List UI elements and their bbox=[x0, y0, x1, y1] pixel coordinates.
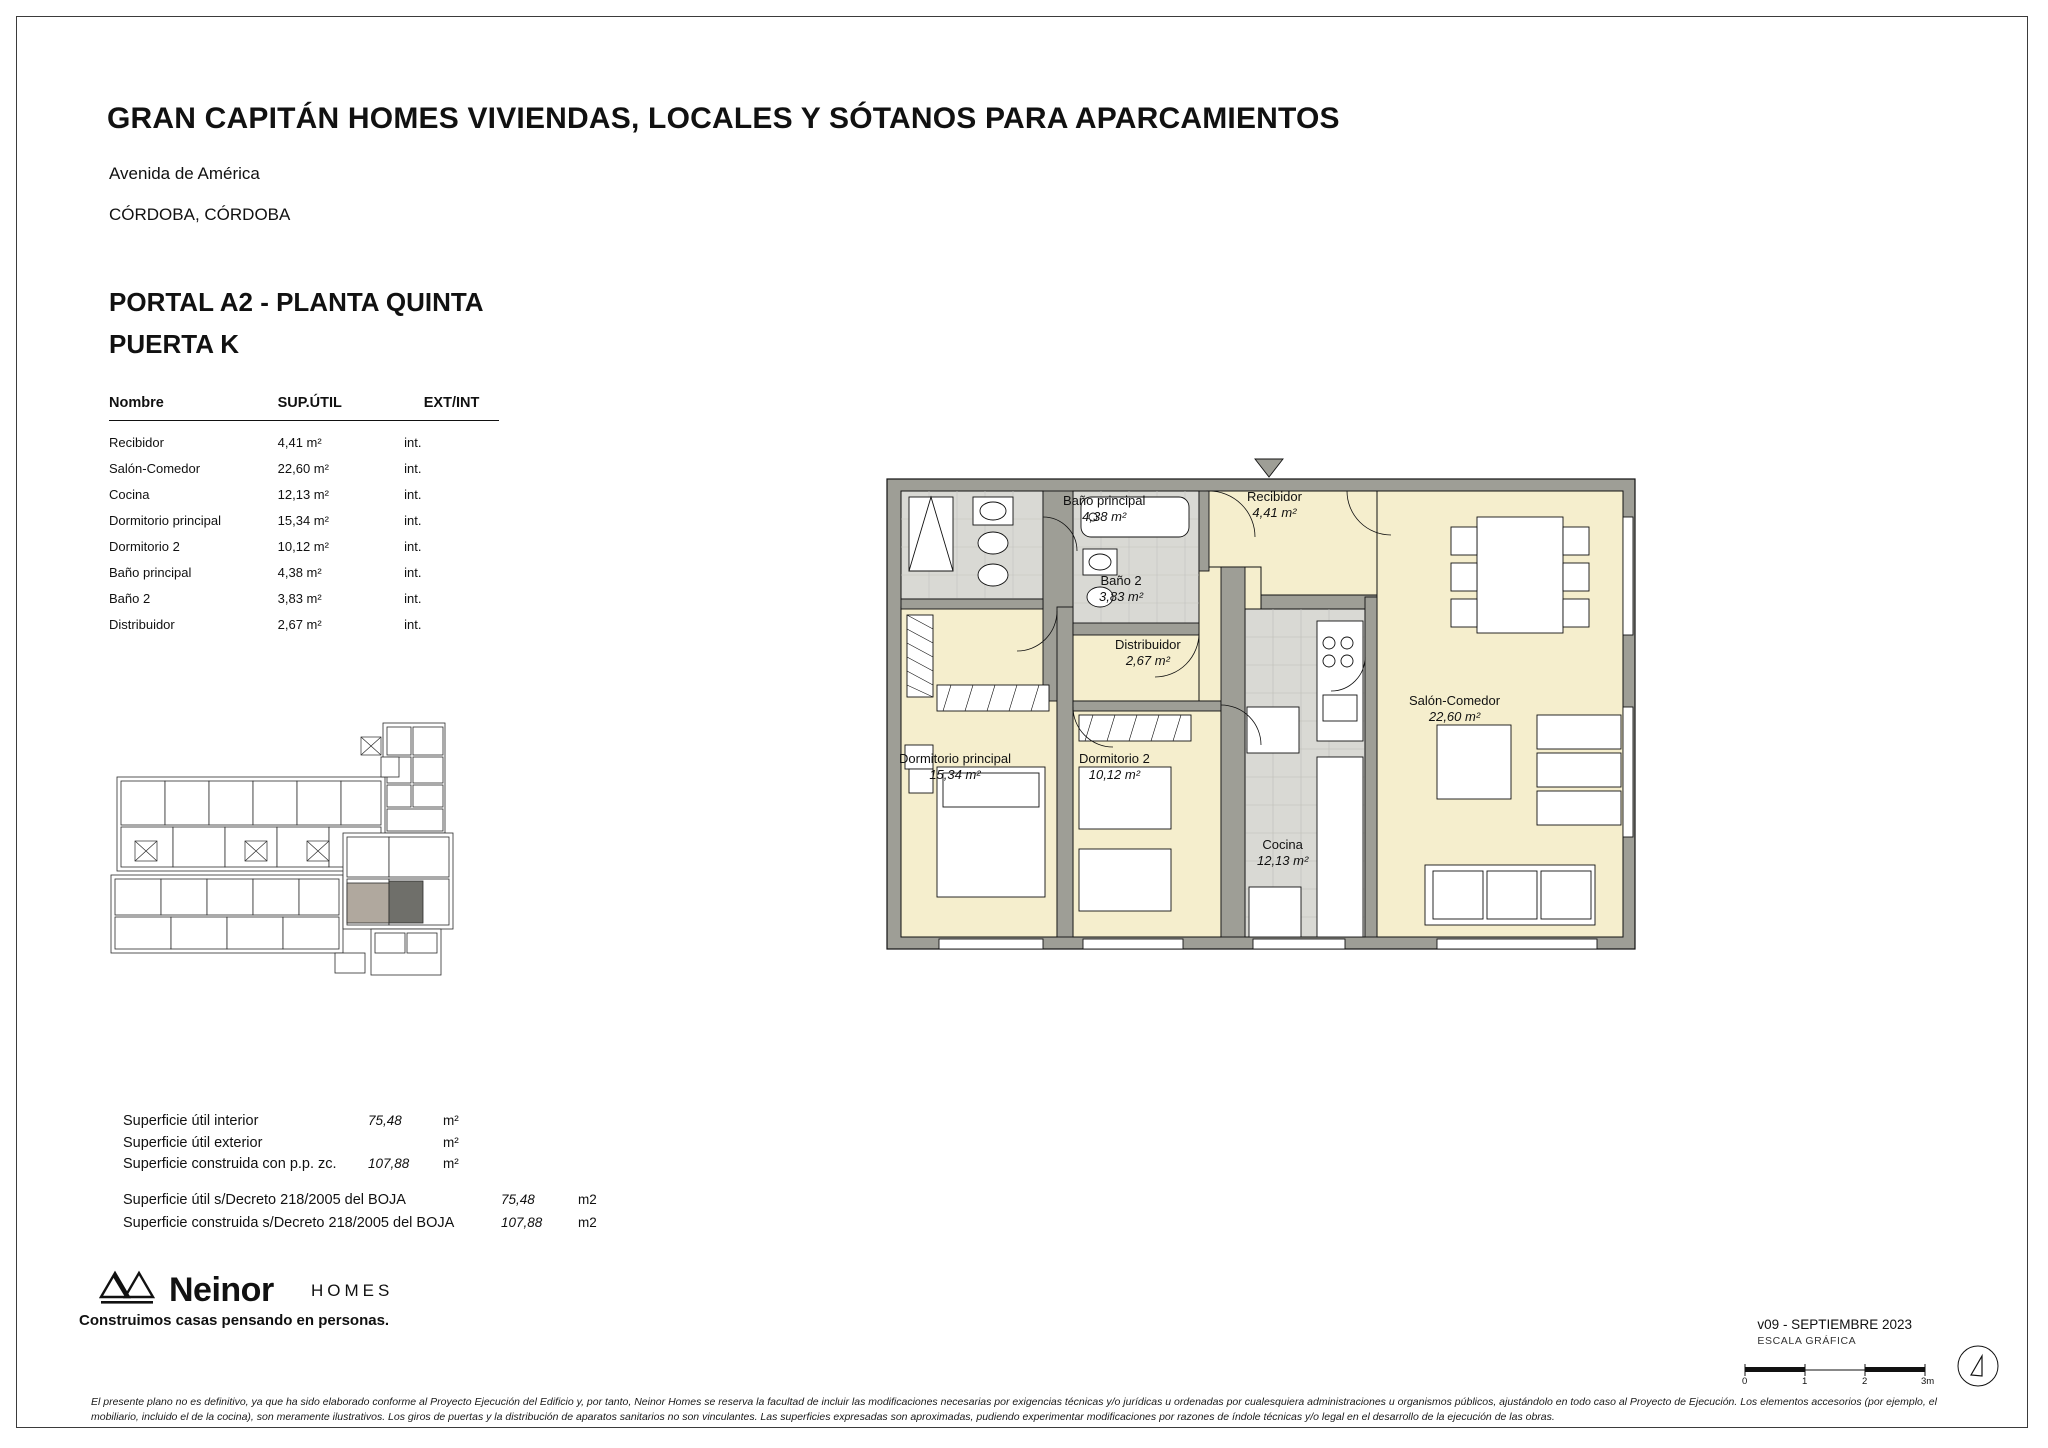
total-unit: m² bbox=[443, 1134, 459, 1150]
plan-label-dormitorio-2: Dormitorio 2 10,12 m² bbox=[1079, 751, 1150, 783]
room-name: Baño 2 bbox=[109, 591, 151, 606]
scale-tick-0: 0 bbox=[1742, 1376, 1748, 1387]
total-unit: m2 bbox=[578, 1192, 597, 1207]
neinor-mark-icon bbox=[99, 1267, 157, 1316]
total-label: Superficie útil interior bbox=[123, 1113, 259, 1129]
room-extint: int. bbox=[404, 461, 422, 476]
portal-label: PORTAL A2 - PLANTA QUINTA bbox=[109, 287, 484, 317]
project-address: Avenida de América bbox=[109, 164, 260, 183]
plan-label-cocina: Cocina 12,13 m² bbox=[1257, 837, 1309, 869]
total-unit: m² bbox=[443, 1113, 459, 1128]
total-value: 75,48 bbox=[501, 1192, 535, 1207]
room-area: 3,83 m² bbox=[277, 591, 322, 606]
scale-caption: ESCALA GRÁFICA bbox=[1757, 1335, 1857, 1347]
table-row bbox=[109, 482, 499, 508]
room-area: 15,34 m² bbox=[277, 513, 329, 528]
room-name: Dormitorio 2 bbox=[109, 539, 180, 554]
brand-name: Neinor bbox=[169, 1271, 274, 1309]
plan-label-recibidor: Recibidor 4,41 m² bbox=[1247, 489, 1302, 521]
table-row bbox=[109, 612, 499, 638]
project-city: CÓRDOBA, CÓRDOBA bbox=[109, 205, 291, 224]
page-title: GRAN CAPITÁN HOMES VIVIENDAS, LOCALES Y SÓTANOS PARA APARCAMIENTOS bbox=[107, 102, 1340, 135]
room-name: Dormitorio principal bbox=[109, 513, 221, 528]
column-header-nombre: Nombre bbox=[109, 395, 164, 411]
total-value: 107,88 bbox=[501, 1215, 543, 1230]
room-name: Salón-Comedor bbox=[109, 461, 201, 476]
graphic-scale bbox=[1739, 1360, 1939, 1387]
plan-label-dormitorio-principal: Dormitorio principal 15,34 m² bbox=[899, 751, 1011, 783]
scale-tick-1: 1 bbox=[1802, 1376, 1808, 1387]
table-row bbox=[109, 508, 499, 534]
total-label: Superficie útil s/Decreto 218/2005 del BOJA bbox=[123, 1192, 406, 1208]
room-area: 4,38 m² bbox=[277, 565, 322, 580]
room-extint: int. bbox=[404, 435, 422, 450]
legal-disclaimer: El presente plano no es definitivo, ya que ha sido elaborado conforme al Proyecto Ejecución del Edificio y, por tanto, Neinor Homes se reserva la facultad de incluir las modificaciones necesarias por exigencias técnicas y/o jurídicas u ordenadas por cualesquiera administraciones u organismos públicos, ajustándolo en todo caso al Proyecto de Ejecución. Los elementos accesorios (por ejemplo, el mobiliario, incluido el de la cocina), son meramente ilustrativos. Los giros de puertas y la distribución de aparatos sanitarios no son vinculantes. Las superficies expresadas son aproximadas, pudiendo experimentar modificaciones por razones de índole técnicas y/o legal en el desarrollo de la ejecución de las obras. bbox=[91, 1396, 1937, 1424]
total-label: Superficie construida con p.p. zc. bbox=[123, 1156, 337, 1172]
room-name: Baño principal bbox=[109, 565, 192, 580]
total-unit: m² bbox=[443, 1156, 459, 1171]
room-name: Cocina bbox=[109, 487, 150, 502]
room-area: 4,41 m² bbox=[277, 435, 322, 450]
room-area: 22,60 m² bbox=[277, 461, 329, 476]
room-extint: int. bbox=[404, 513, 422, 528]
room-extint: int. bbox=[404, 617, 422, 632]
brand-homes: HOMES bbox=[311, 1281, 394, 1300]
table-row bbox=[109, 421, 499, 456]
total-value: 107,88 bbox=[368, 1156, 410, 1171]
table-row bbox=[109, 560, 499, 586]
highlighted-unit bbox=[347, 881, 423, 923]
total-label: Superficie construida s/Decreto 218/2005 del BOJA bbox=[123, 1215, 455, 1231]
floor-plan bbox=[877, 457, 1877, 1077]
version-label: v09 - SEPTIEMBRE 2023 bbox=[1757, 1317, 1912, 1332]
brand-slogan: Construimos casas pensando en personas. bbox=[79, 1312, 390, 1329]
room-areas-table bbox=[109, 395, 499, 638]
table-row bbox=[109, 586, 499, 612]
scale-tick-2: 2 bbox=[1862, 1376, 1868, 1387]
north-arrow-icon bbox=[1951, 1339, 2005, 1398]
version-block bbox=[1757, 1317, 1912, 1347]
room-name: Recibidor bbox=[109, 435, 164, 450]
plan-sheet bbox=[16, 16, 2028, 1428]
room-name: Distribuidor bbox=[109, 617, 175, 632]
scale-tick-3: 3m bbox=[1921, 1376, 1935, 1387]
table-row bbox=[109, 456, 499, 482]
plan-label-salon-comedor: Salón-Comedor 22,60 m² bbox=[1409, 693, 1501, 725]
room-extint: int. bbox=[404, 487, 422, 502]
room-area: 2,67 m² bbox=[277, 617, 322, 632]
room-area: 10,12 m² bbox=[277, 539, 329, 554]
room-area: 12,13 m² bbox=[277, 487, 329, 502]
table-row bbox=[109, 534, 499, 560]
column-header-suputil: SUP.ÚTIL bbox=[277, 395, 342, 411]
room-extint: int. bbox=[404, 565, 422, 580]
column-header-extint: EXT/INT bbox=[423, 395, 480, 411]
puerta-label: PUERTA K bbox=[109, 329, 239, 359]
total-label: Superficie útil exterior bbox=[123, 1134, 263, 1151]
key-plan-diagram bbox=[95, 717, 545, 1017]
table-header-row bbox=[109, 395, 499, 421]
total-unit: m2 bbox=[578, 1215, 597, 1230]
plan-label-distribuidor: Distribuidor 2,67 m² bbox=[1115, 637, 1181, 669]
entrance-marker-icon bbox=[1255, 459, 1283, 477]
room-extint: int. bbox=[404, 539, 422, 554]
total-value: 75,48 bbox=[368, 1113, 402, 1128]
plan-label-bano-principal: Baño principal 4,38 m² bbox=[1063, 493, 1146, 525]
plan-label-bano-2: Baño 2 3,83 m² bbox=[1099, 573, 1144, 605]
room-extint: int. bbox=[404, 591, 422, 606]
